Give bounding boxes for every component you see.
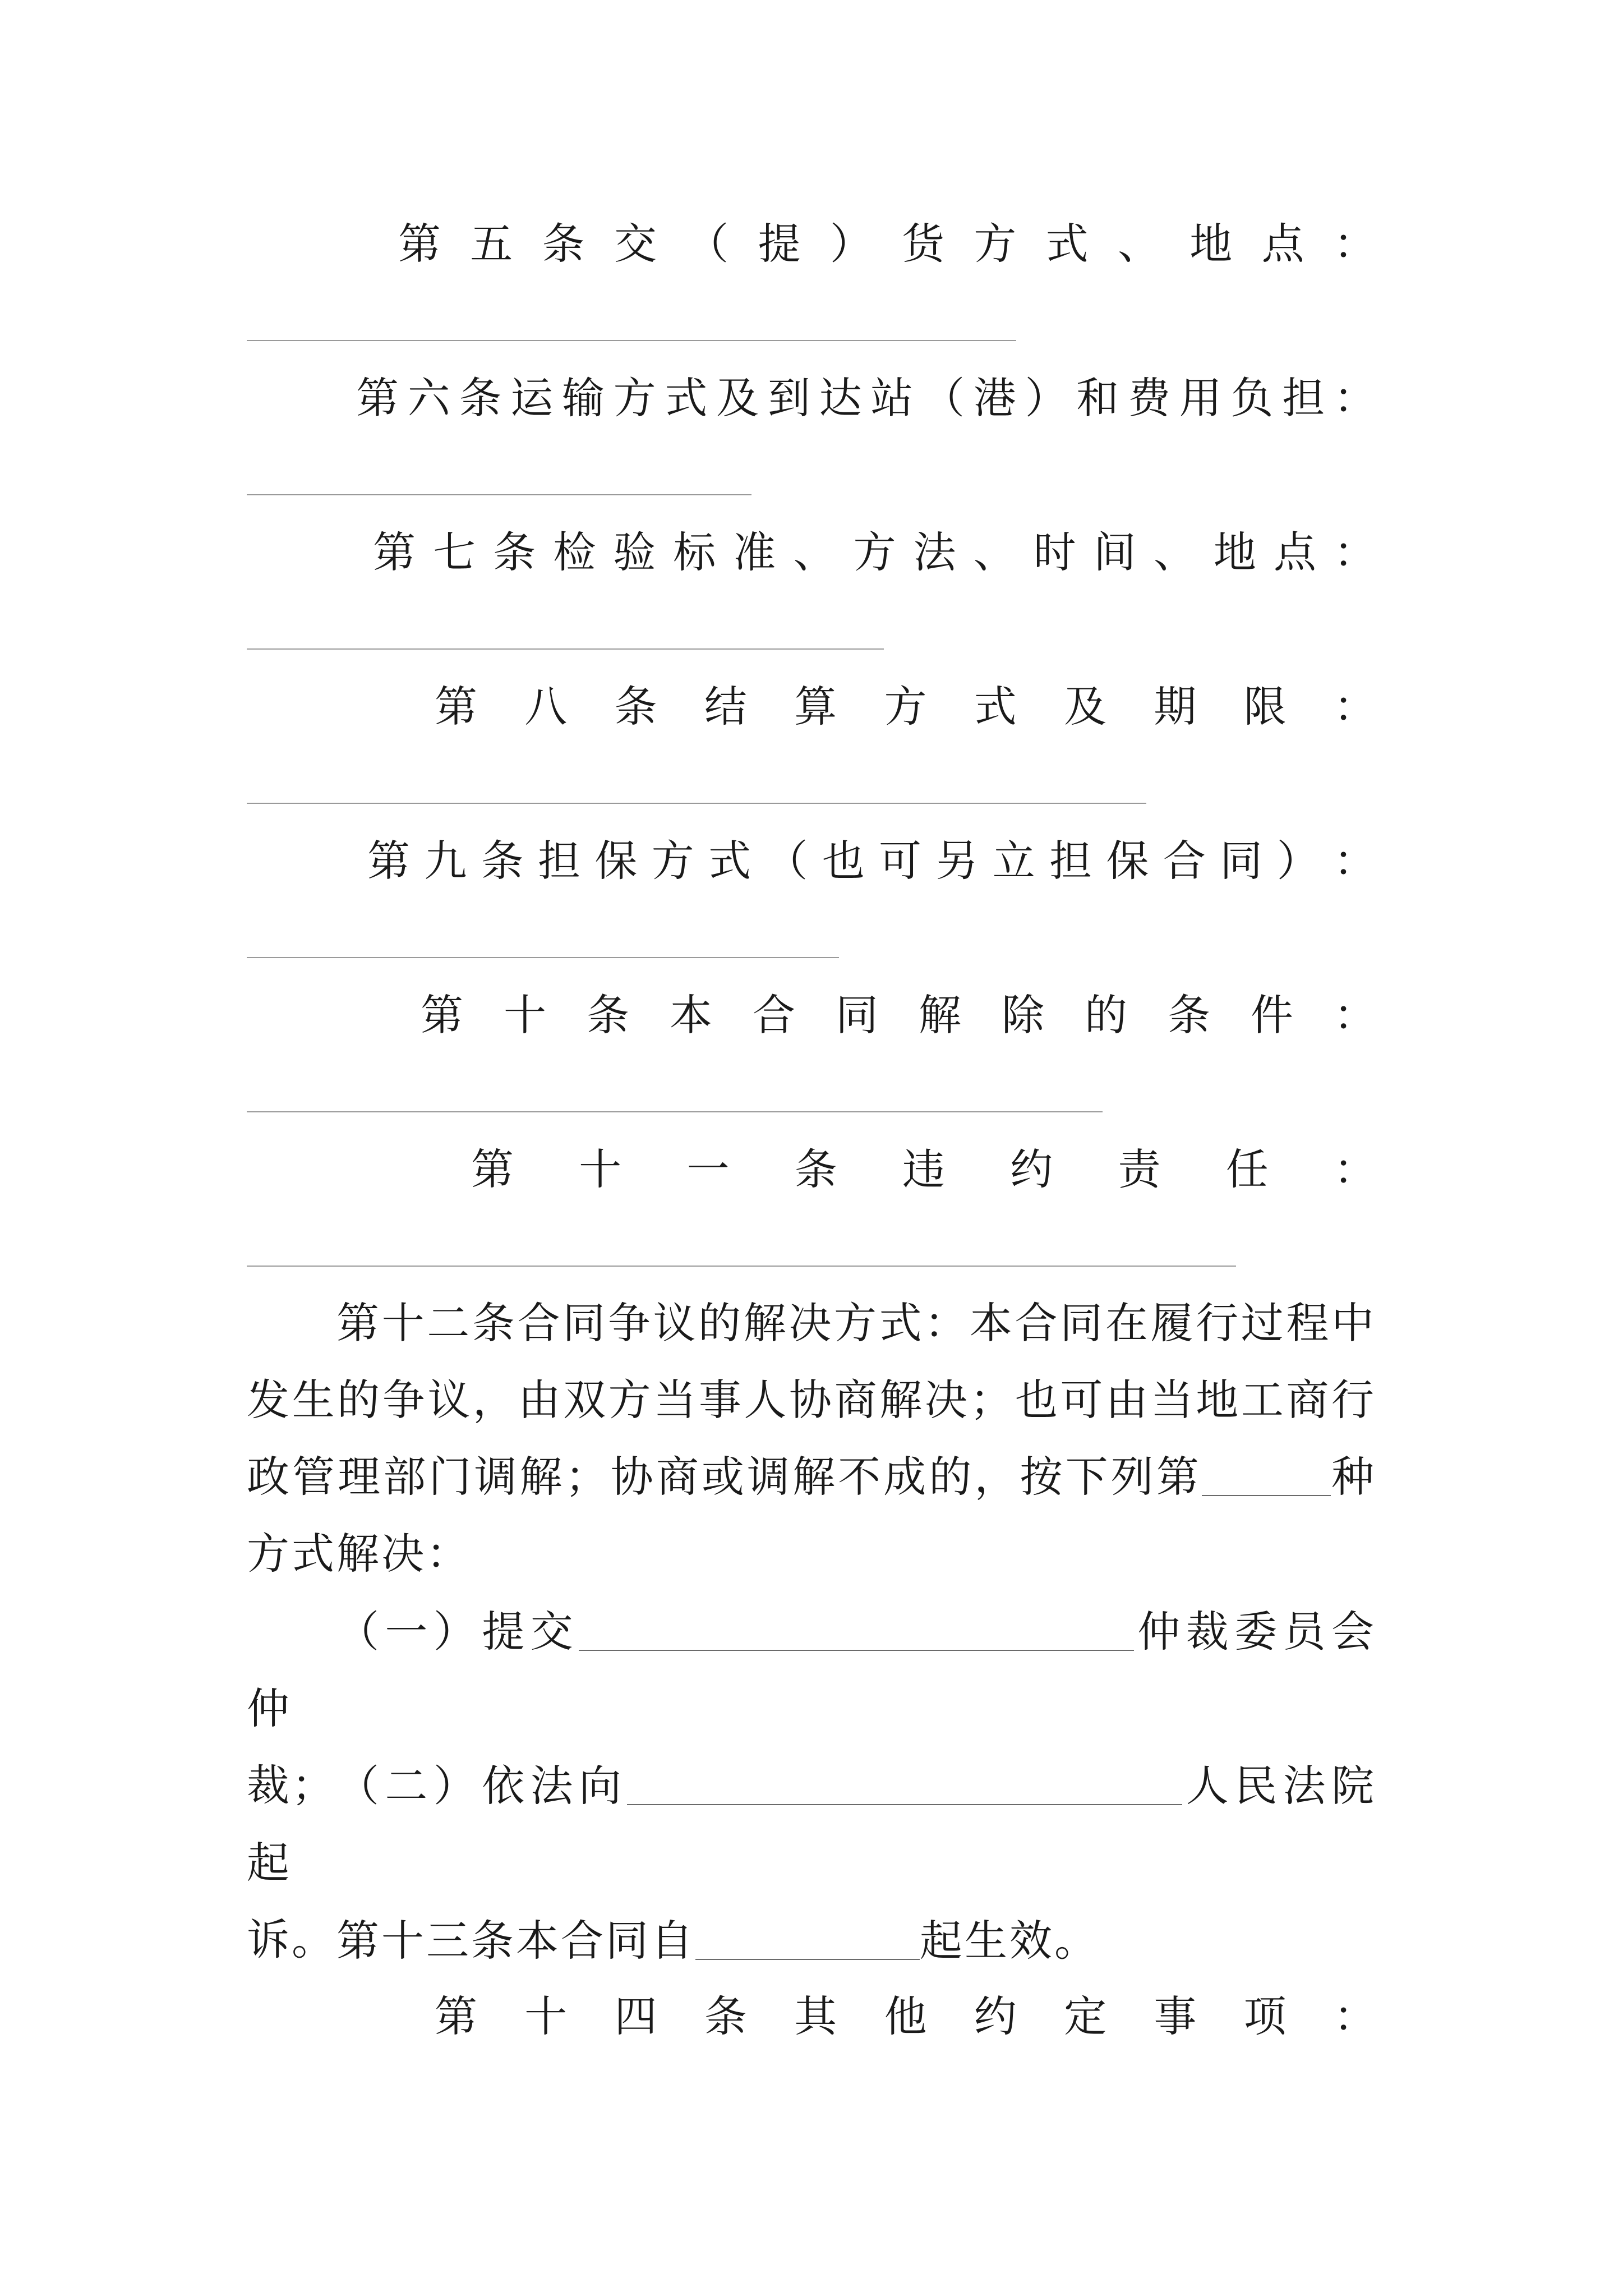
heading-char: ） [829, 219, 873, 269]
heading-char: 间 [1093, 527, 1136, 577]
heading-char: 标 [673, 527, 716, 577]
heading-char: 五 [470, 219, 513, 269]
clause-10-blank-line [247, 1111, 1103, 1112]
heading-char: 事 [1154, 1991, 1197, 2041]
heading-char: 、 [793, 527, 836, 577]
clause-5-blank-line [247, 340, 1016, 341]
option-1-prefix: （一）提交 [336, 1607, 579, 1657]
heading-char: ） [1025, 373, 1068, 423]
heading-char: 担 [1049, 836, 1092, 886]
clause-9-blank-line [247, 957, 839, 958]
heading-char: ： [1333, 373, 1376, 423]
clause-10-heading [421, 982, 1376, 1049]
heading-char: 港 [973, 373, 1016, 423]
heading-char: 八 [524, 682, 568, 731]
heading-char: 时 [1033, 527, 1076, 577]
heading-char: 、 [973, 527, 1016, 577]
heading-char: 条 [459, 373, 502, 423]
heading-char: 结 [704, 682, 747, 731]
heading-char: ： [1333, 1991, 1376, 2041]
heading-char: 第 [356, 373, 399, 423]
heading-char: 十 [579, 1144, 622, 1194]
heading-char: 及 [716, 373, 759, 423]
heading-char: 违 [902, 1144, 945, 1194]
option-1-continuation: 裁； [247, 1760, 336, 1810]
heading-char: 件 [1251, 990, 1293, 1040]
heading-char: ） [1276, 836, 1320, 886]
heading-char: 四 [614, 1991, 657, 2041]
clause-8-blank-line [247, 803, 1146, 804]
heading-char: 他 [884, 1991, 927, 2041]
heading-char: 货 [902, 219, 945, 269]
heading-char: （ [686, 219, 729, 269]
heading-char: 可 [879, 836, 922, 886]
heading-char: ： [1334, 1144, 1376, 1194]
option-2-court-blank [627, 1761, 1182, 1805]
heading-char: 式 [665, 373, 708, 423]
heading-char: 第 [435, 682, 477, 731]
heading-char: 十 [524, 1991, 568, 2041]
heading-char: 第 [435, 1991, 477, 2041]
heading-char: 检 [553, 527, 596, 577]
clause-14-heading [435, 1983, 1376, 2050]
option-2-suffix: 人民法院起 [247, 1761, 1377, 1888]
heading-char: 立 [992, 836, 1035, 886]
clause-12-text-a: 第十二条合同争议的解决方式：本合同在履行过程中发生的争议，由双方当事人协商解决；也可由当地工商行政管理部门调解；协商或调解不成的，按下列第 [247, 1298, 1376, 1502]
heading-char: 一 [686, 1144, 730, 1194]
heading-char: 另 [935, 836, 979, 886]
heading-char: 算 [794, 682, 837, 731]
heading-char: 到 [767, 373, 810, 423]
heading-char: 验 [613, 527, 656, 577]
heading-char: 期 [1154, 682, 1197, 731]
heading-char: 六 [407, 373, 450, 423]
clause-13-effective-blank [695, 1916, 920, 1960]
heading-char: 项 [1243, 1991, 1287, 2041]
heading-char: 点 [1273, 527, 1316, 577]
clause-7-heading [373, 519, 1376, 586]
heading-char: 限 [1243, 682, 1287, 731]
heading-char: 其 [794, 1991, 837, 2041]
heading-char: 同 [836, 990, 878, 1040]
heading-char: 第 [471, 1144, 514, 1194]
heading-char: （ [765, 836, 808, 886]
heading-char: 条 [542, 219, 585, 269]
heading-char: 第 [398, 219, 441, 269]
heading-char: 方 [974, 219, 1017, 269]
clause-7-blank-line [247, 648, 884, 650]
heading-char: 点 [1261, 219, 1304, 269]
heading-char: 式 [974, 682, 1017, 731]
clause-11-heading [471, 1136, 1376, 1203]
heading-char: 担 [538, 836, 581, 886]
heading-char: 式 [1045, 219, 1089, 269]
heading-char: 方 [884, 682, 927, 731]
clause-12-paragraph [247, 1285, 1376, 1592]
heading-char: 和 [1076, 373, 1119, 423]
heading-char: 准 [733, 527, 776, 577]
heading-char: ： [1333, 682, 1376, 731]
clause-5-heading [398, 210, 1376, 278]
heading-char: 地 [1213, 527, 1256, 577]
clause-12-text-b: 种方式解决： [247, 1452, 1377, 1579]
option-1-arbitration-blank [579, 1607, 1134, 1651]
heading-char: 第 [421, 990, 463, 1040]
heading-char: 合 [753, 990, 795, 1040]
heading-char: 条 [493, 527, 536, 577]
heading-char: ： [1333, 219, 1376, 269]
heading-char: 约 [1010, 1144, 1053, 1194]
heading-char: 法 [913, 527, 956, 577]
heading-char: 保 [594, 836, 638, 886]
heading-char: 、 [1153, 527, 1196, 577]
heading-char: 地 [1189, 219, 1233, 269]
heading-char: 负 [1230, 373, 1274, 423]
clause-12-method-blank [1202, 1452, 1331, 1496]
heading-char: 条 [704, 1991, 747, 2041]
heading-char: 除 [1002, 990, 1044, 1040]
option-2-continuation: 诉。 [247, 1915, 336, 1964]
heading-char: 站 [870, 373, 914, 423]
heading-char: 及 [1064, 682, 1107, 731]
clause-13-prefix: 第十三条本合同自 [336, 1916, 695, 1966]
heading-char: 本 [670, 990, 712, 1040]
clause-11-blank-line [247, 1266, 1236, 1267]
heading-char: 交 [614, 219, 657, 269]
heading-char: 条 [481, 836, 524, 886]
heading-char: 输 [561, 373, 605, 423]
heading-char: 十 [504, 990, 546, 1040]
heading-char: 条 [587, 990, 629, 1040]
heading-char: 七 [433, 527, 476, 577]
clause-6-heading [356, 365, 1376, 432]
option-2-prefix: （二）依法向 [336, 1761, 628, 1811]
heading-char: 九 [424, 836, 467, 886]
heading-char: 运 [510, 373, 554, 423]
clause-13-suffix: 起生效。 [920, 1916, 1099, 1966]
heading-char: 第 [373, 527, 416, 577]
heading-char: 、 [1117, 219, 1160, 269]
clause-13-line [336, 1907, 1099, 1975]
heading-char: 保 [1106, 836, 1149, 886]
heading-char: 责 [1118, 1144, 1161, 1194]
heading-char: 条 [614, 682, 657, 731]
heading-char: 同 [1220, 836, 1263, 886]
heading-char: 方 [853, 527, 896, 577]
heading-char: 任 [1225, 1144, 1269, 1194]
heading-char: ： [1333, 836, 1376, 886]
heading-char: ： [1334, 527, 1376, 577]
clause-9-heading [367, 827, 1376, 895]
heading-char: 定 [1064, 1991, 1107, 2041]
heading-char: 条 [794, 1144, 837, 1194]
heading-char: 第 [367, 836, 410, 886]
heading-char: 解 [919, 990, 961, 1040]
heading-char: 达 [819, 373, 862, 423]
heading-char: 约 [974, 1991, 1017, 2041]
heading-char: 式 [708, 836, 751, 886]
option-1-suffix: 仲裁委员会仲 [247, 1607, 1376, 1733]
heading-char: 条 [1168, 990, 1210, 1040]
heading-char: （ [922, 373, 965, 423]
clause-6-blank-line [247, 494, 751, 495]
heading-char: 担 [1282, 373, 1325, 423]
heading-char: 提 [758, 219, 801, 269]
heading-char: 的 [1085, 990, 1127, 1040]
heading-char: 费 [1128, 373, 1171, 423]
heading-char: 方 [651, 836, 694, 886]
heading-char: 用 [1179, 373, 1222, 423]
heading-char: 也 [822, 836, 865, 886]
heading-char: 方 [613, 373, 656, 423]
clause-8-heading [435, 673, 1376, 740]
heading-char: ： [1334, 990, 1376, 1040]
heading-char: 合 [1163, 836, 1206, 886]
